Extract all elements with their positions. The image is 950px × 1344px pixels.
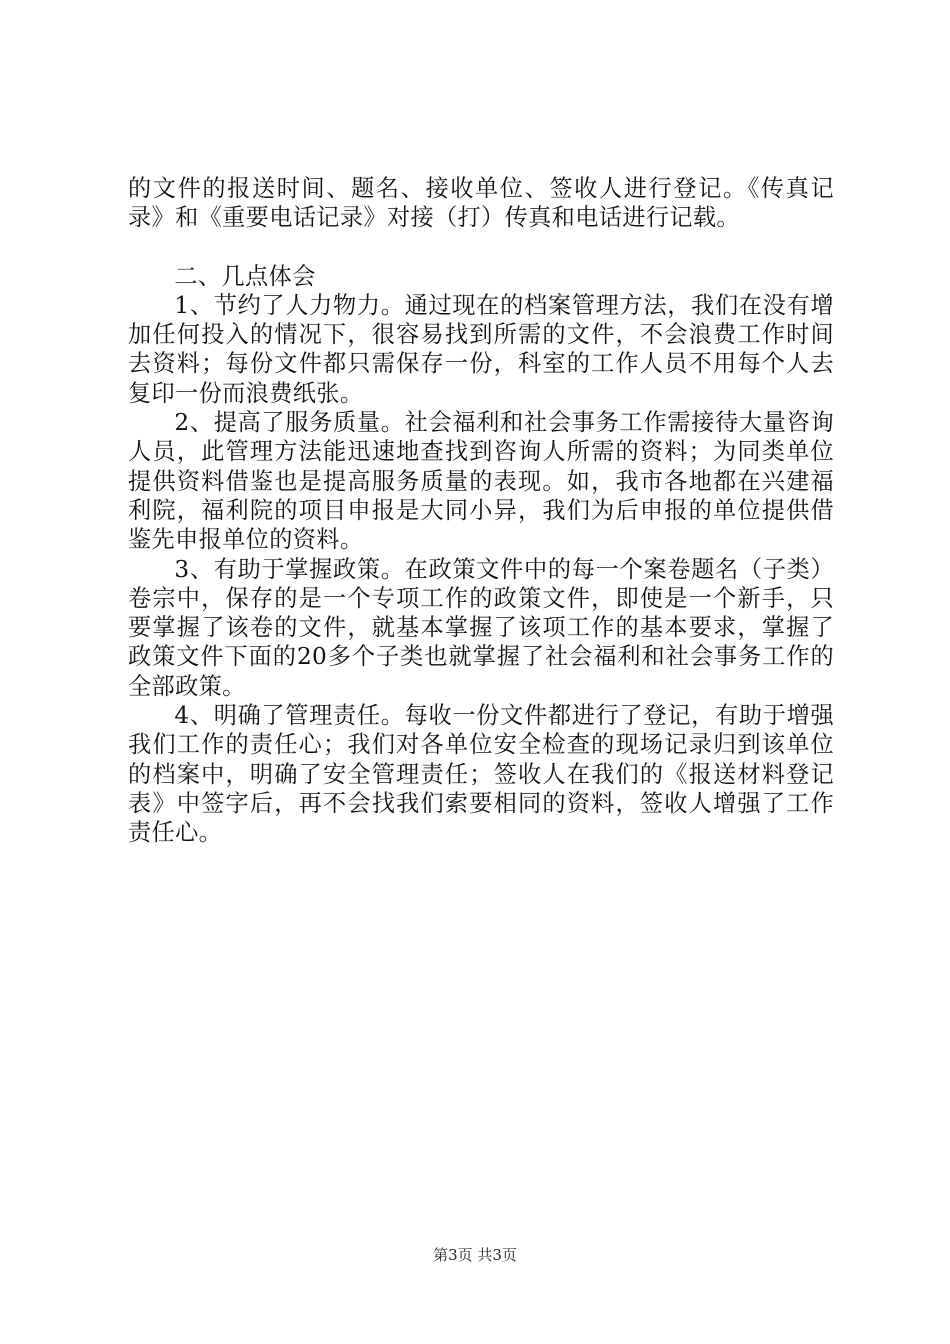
paragraph-item-3: 3、有助于掌握政策。在政策文件中的每一个案卷题名（子类）卷宗中，保存的是一个专项工作的政策文件，即使是一个新手，只要掌握了该卷的文件，就基本掌握了该项工作的基本要求，掌握了政策文件下面的20多个子类也就掌握了社会福利和社会事务工作的全部政策。 — [128, 555, 834, 700]
paragraph-continuation: 的文件的报送时间、题名、接收单位、签收人进行登记。《传真记录》和《重要电话记录》对接（打）传真和电话进行记载。 — [128, 175, 834, 232]
document-body — [128, 174, 834, 848]
paragraph-item-1: 1、节约了人力物力。通过现在的档案管理方法，我们在没有增加任何投入的情况下，很容易找到所需的文件，不会浪费工作时间去资料；每份文件都只需保存一份，科室的工作人员不用每个人去复印一份而浪费纸张。 — [128, 291, 834, 407]
page-footer — [0, 1245, 950, 1265]
paragraph-item-2: 2、提高了服务质量。社会福利和社会事务工作需接待大量咨询人员，此管理方法能迅速地查找到咨询人所需的资料；为同类单位提供资料借鉴也是提高服务质量的表现。如，我市各地都在兴建福利院，福利院的项目申报是大同小异，我们为后申报的单位提供借鉴先申报单位的资料。 — [128, 409, 834, 554]
page-number-label: 第3页 共3页 — [433, 1246, 517, 1264]
paragraph-item-4: 4、明确了管理责任。每收一份文件都进行了登记，有助于增强我们工作的责任心；我们对各单位安全检查的现场记录归到该单位的档案中，明确了安全管理责任；签收人在我们的《报送材料登记表》中签字后，再不会找我们索要相同的资料，签收人增强了工作责任心。 — [128, 702, 834, 847]
section-heading: 二、几点体会 — [174, 262, 316, 290]
